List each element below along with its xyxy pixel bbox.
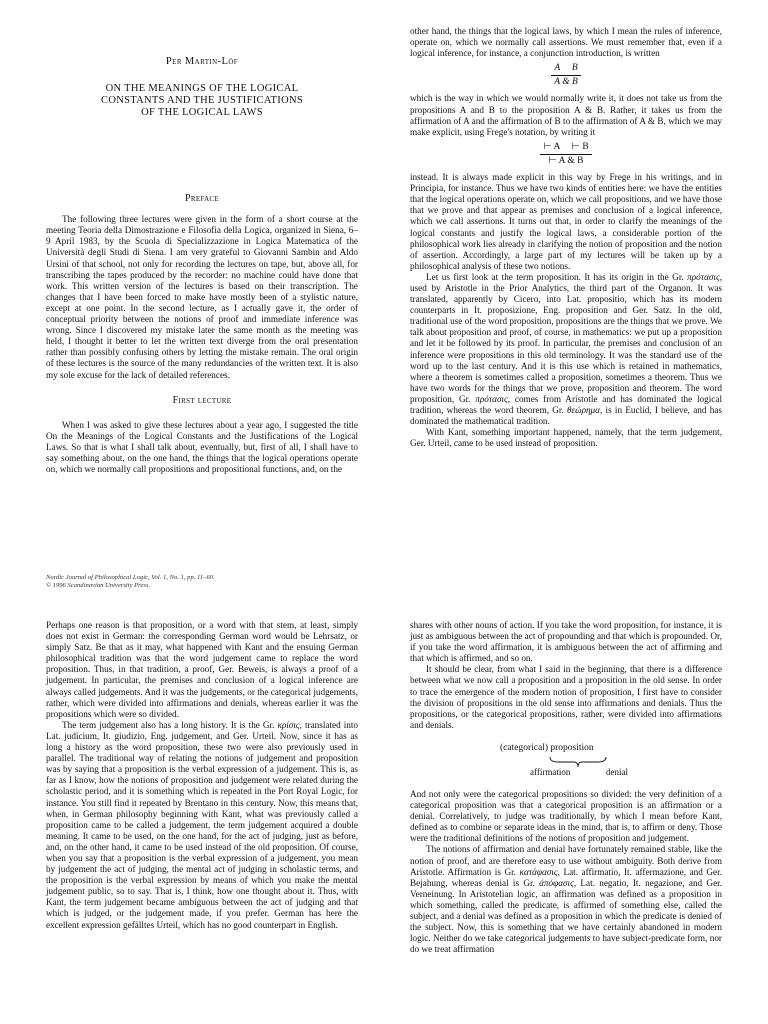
lecture-heading: First lecture <box>172 394 232 406</box>
paragraph: shares with other nouns of action. If you take the word proposition, for instance, it is just as ambiguous between the act of propounding and that which is propounded. Or, if you take the word affirmation, it is ambiguous between the act of affirming and that which is affirmed, and so on. <box>410 620 722 664</box>
greek-word: κατάφασις <box>519 866 558 877</box>
footnote-journal: Nordic Journal of Philosophical Logic, Vol. 1, No. 1, pp. 11–60. <box>46 574 215 581</box>
greek-word: πρότασις <box>687 271 720 282</box>
page1-right-column <box>410 26 722 449</box>
rule-premises: A B <box>551 63 580 76</box>
inference-rule-frege <box>410 142 722 167</box>
greek-word: κρίσις <box>277 719 300 730</box>
paragraph: which is the way in which we would normally write it, it does not take us from the propositions A and B to the proposition A & B. Rather, it takes us from the affirmation of A and the affirmation of B to the affirmation of A & B, which we may make explicit, using Frege's notation, by writing it <box>410 93 722 137</box>
title-line: CONSTANTS AND THE JUSTIFICATIONS <box>101 95 303 107</box>
rule-conclusion: A & B <box>554 77 578 88</box>
greek-word: πρότασις <box>475 393 508 404</box>
author-name: Per Martin-Löf <box>165 56 239 67</box>
footnote <box>46 574 215 591</box>
paper-title <box>46 83 358 119</box>
paragraph: The notions of affirmation and denial have fortunately remained stable, like the notion of proof, and are therefore easy to use without ambiguity. Both derive from Aristotle. Affirmation is Gr. κατάφασις, Lat. affirmatio, It. affermazione, and Ger. Bejahung, whereas denial is Gr. ἀπόφασις, Lat. negatio, It. negazione, and Ger. Verneinung. In Aristotelian logic, an affirmation was defined as a proposition in which something, called the predicate, is affirmed of something else, called the subject, and a denial was defined as a proposition in which the predicate is denied of the subject. Now, this is something that we have certainly abandoned in modern logic. Neither do we take categorical judgements to have subject-predicate form, nor do we treat affirmation <box>410 844 722 955</box>
inference-rule-conjunction <box>410 63 722 88</box>
diagram-branch-affirmation: affirmation <box>530 766 571 777</box>
proposition-division-diagram <box>410 741 722 781</box>
paragraph: Perhaps one reason is that proposition, or a word with that stem, at least, simply does not exist in German: the corresponding German word would be Lehrsatz, or simply Satz. Be that as it may, what happened with Kant and the ensuing German philosophical tradition was that the word judgement came to replace the word proposition. Thus, in that tradition, a proof, Ger. Beweis, is always a proof of a judgement. In particular, the premises and conclusion of a logical inference are always called judgements. And it was the judgements, or the categorical judgements, rather, which were divided into affirmations and denials, whereas earlier it was the propositions which were so divided. <box>46 620 358 719</box>
preface-heading: Preface <box>185 193 219 205</box>
greek-word: ἀπόφασις <box>539 877 574 888</box>
paragraph: instead. It is always made explicit in this way by Frege in his writings, and in Principia, for instance. Thus we have two kinds of entities here: we have the entities that the logical operations operate on, which we call propositions, and we have those that we prove and that appear as premises and conclusion of a logical inference, which we call assertions. It turns out that, in order to clarify the meanings of the logical constants and justify the logical laws, a considerable portion of the philosophical work lies already in clarifying the notion of proposition and the notion of assertion. Accordingly, a large part of my lectures will be taken up by a philosophical analysis of these two notions. <box>410 172 722 271</box>
diagram-root-label: (categorical) proposition <box>500 742 594 753</box>
lecture-paragraph: When I was asked to give these lectures about a year ago, I suggested the title On the Meanings of the Logical Constants and the Justifications of the Logical Laws. So that is what I shall talk about, eventually, but, first of all, I shall have to say something about, on the one hand, the things that the logical operations operate on, which we normally call propositions and propositional functions, and, on the <box>46 419 358 475</box>
title-line: ON THE MEANINGS OF THE LOGICAL <box>105 83 299 95</box>
paragraph: It should be clear, from what I said in the beginning, that there is a difference between what we now call a proposition and a proposition in the old sense. In order to trace the emergence of the modern notion of proposition, I first have to consider the division of propositions in the old sense into affirmations and denials. Thus the propositions, or the categorical propositions, rather, were divided into affirmations and denials. <box>410 664 722 730</box>
rule-conclusion: ⊢ A & B <box>548 155 584 166</box>
preface-paragraph: The following three lectures were given in the form of a short course at the meeting Teoria della Dimostrazione e Filosofia della Logica, organized in Siena, 6–9 April 1983, by the Scuola di Specializzazione in Logica Matematica of the Università degli Studi di Siena. I am very grateful to Giovanni Sambin and Aldo Ursini of that school, not only for recording the lectures on tape, but, above all, for transcribing the tapes produced by the recorder: no machine could have done that work. This written version of the lectures is based on their transcription. The changes that I have been forced to make have mostly been of a stylistic nature, except at one point. In the second lecture, as I actually gave it, the order of conceptual priority between the notions of proof and immediate inference was wrong. Since I discovered my mistake later the same month as the meeting was held, I thought it better to let the written text diverge from the oral presentation rather than possibly confusing others by letting the mistake remain. The oral origin of these lectures is the source of the many redundancies of the written text. It is also my sole excuse for the lack of detailed references. <box>46 214 358 380</box>
rule-premises: ⊢ A ⊢ B <box>540 142 591 155</box>
paragraph: The term judgement also has a long history. It is the Gr. κρίσις, translated into Lat. judicium, It. giudizio, Eng. judgement, and Ger. Urteil. Now, since it has as long a history as the word proposition, these two were also previously used in parallel. The traditional way of relating the notions of judgement and proposition was by saying that a proposition is the verbal expression of a judgement. This is, as far as I know, how the notions of proposition and judgement were related during the scholastic period, and it is something which is repeated in the Port Royal Logic, for instance. You still find it repeated by Brentano in this century. Now, this means that, when, in German philosophy beginning with Kant, what was previously called a proposition came to be called a judgement, the term judgement acquired a double meaning. It came to be used, on the one hand, for the act of judging, just as before, and, on the other hand, it came to be used instead of the old proposition. Of course, when you say that a proposition is the verbal expression of a judgement, you mean by judgement the act of judging, the mental act of judging in scholastic terms, and the proposition is the verbal expression by means of which you make the mental judgement public, so to say. That is, I think, how one thought about it. Thus, with Kant, the term judgement became ambiguous between the act of judging and that which is judged, or the judgement made, if you prefer. German has here the excellent expression gefälltes Urteil, which has no good counterpart in English. <box>46 719 358 930</box>
title-line: OF THE LOGICAL LAWS <box>141 107 263 119</box>
paragraph: Let us first look at the term proposition. It has its origin in the Gr. πρότασις, used by Aristotle in the Prior Analytics, the third part of the Organon. It was translated, apparently by Cicero, into Lat. propositio, which has its modern counterparts in It. proposizione, Eng. proposition and Ger. Satz. In the old, traditional use of the word proposition, propositions are the things that we prove. We talk about proposition and proof, of course, in mathematics: we put up a proposition and let it be followed by its proof. In particular, the premises and conclusion of an inference were propositions in this old terminology. It was the standard use of the word up to the last century. And it is this use which is retained in mathematics, where a theorem is sometimes called a proposition, sometimes a theorem. Thus we have two words for the things that we prove, proposition and theorem. The word proposition, Gr. πρότασις, comes from Aristotle and has dominated the logical tradition, whereas the word theorem, Gr. θεώρημα, is in Euclid, I believe, and has dominated the mathematical tradition. <box>410 271 722 427</box>
footnote-copyright: © 1996 Scandinavian University Press. <box>46 582 151 590</box>
page2-right-column <box>410 620 722 955</box>
paragraph: With Kant, something important happened, namely, that the term judgement, Ger. Urteil, came to be used instead of proposition. <box>410 427 722 449</box>
diagram-branch-denial: denial <box>606 766 628 777</box>
paragraph: other hand, the things that the logical laws, by which I mean the rules of inference, operate on, which we normally call assertions. We must remember that, even if a logical inference, for instance, a conjunction introduction, is written <box>410 26 722 59</box>
page1-left-column <box>46 54 358 475</box>
greek-word: θεώρημα <box>567 405 600 415</box>
page2-left-column <box>46 620 358 931</box>
paragraph: And not only were the categorical propositions so divided: the very definition of a categorical proposition was that a categorical proposition is an affirmation or a denial. Correlatively, to judge was traditionally, by which I mean before Kant, defined as to combine or separate ideas in the mind, that is, to affirm or deny. Those were the traditional definitions of the notions of proposition and judgement. <box>410 788 722 844</box>
